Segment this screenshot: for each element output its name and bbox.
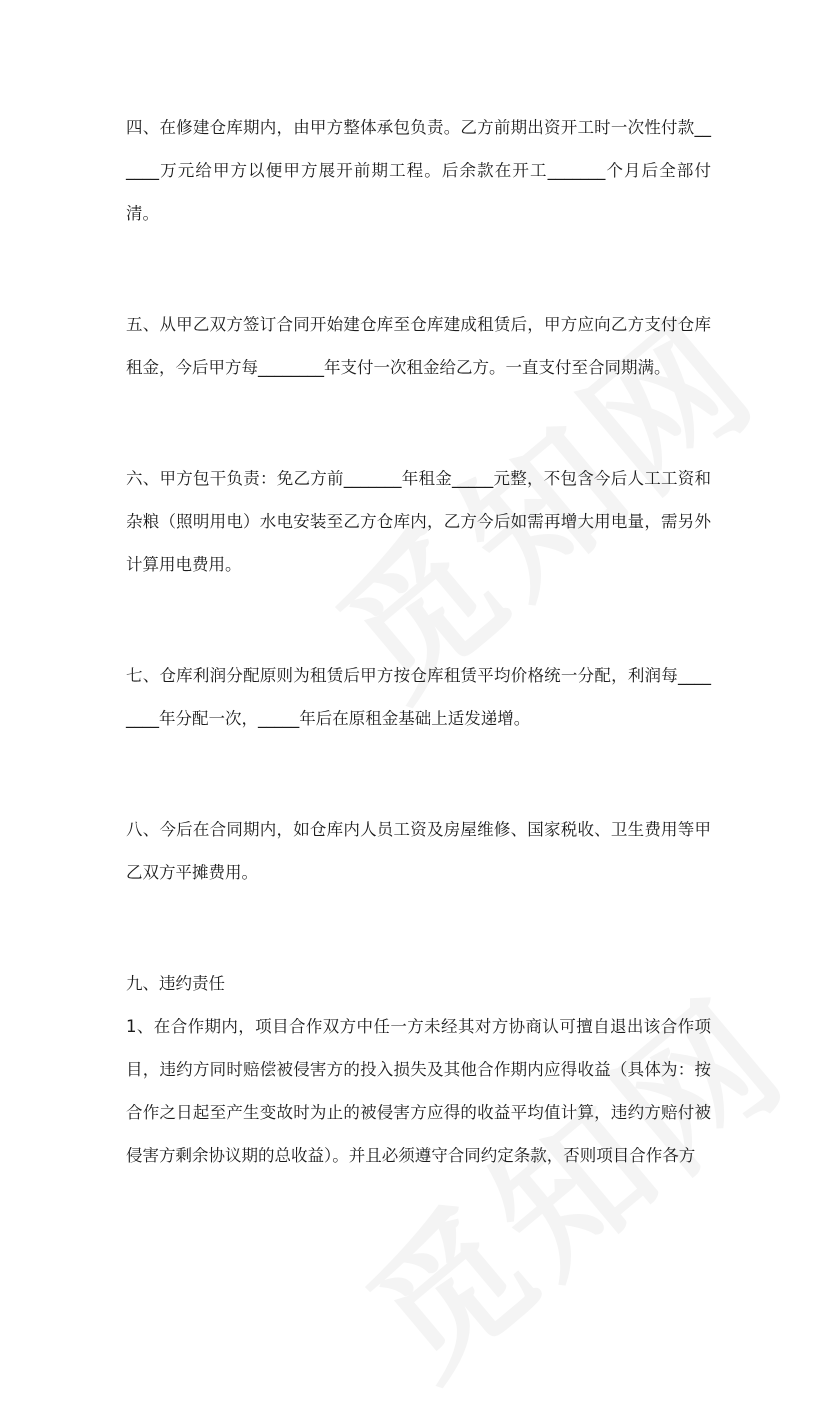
paragraph-spacer	[126, 586, 711, 654]
clause-8: 八、今后在合同期内，如仓库内人员工资及房屋维修、国家税收、卫生费用等甲乙双方平摊费用。	[126, 820, 711, 882]
clause-7: 七、仓库利润分配原则为租赁后甲方按仓库租赁平均价格统一分配，利润每________年分配一次，_____年后在原租金基础上适发递增。	[126, 666, 711, 728]
document-body	[126, 106, 711, 1177]
clause-6: 六、甲方包干负责：免乙方前_______年租金_____元整，不包含今后人工工资和杂粮（照明用电）水电安装至乙方仓库内，乙方今后如需再增大用电量，需另外计算用电费用。	[126, 469, 711, 574]
paragraph-spacer	[126, 389, 711, 457]
clause-9-item-1: 1、在合作期内，项目合作双方中任一方未经其对方协商认可擅自退出该合作项目，违约方同时赔偿被侵害方的投入损失及其他合作期内应得收益（具体为：按合作之日起至产生变故时为止的被侵害方应得的收益平均值计算，违约方赔付被侵害方剩余协议期的总收益）。并且必须遵守合同约定条款，否则项目合作各方	[126, 1017, 711, 1165]
clause-5: 五、从甲乙双方签订合同开始建仓库至仓库建成租赁后，甲方应向乙方支付仓库租金，今后甲方每________年支付一次租金给乙方。一直支付至合同期满。	[126, 315, 711, 377]
paragraph-spacer	[126, 740, 711, 808]
paragraph-spacer	[126, 894, 711, 962]
paragraph-spacer	[126, 235, 711, 303]
clause-9-heading: 九、违约责任	[126, 974, 225, 993]
clause-4: 四、在修建仓库期内，由甲方整体承包负责。乙方前期出资开工时一次性付款______万元给甲方以便甲方展开前期工程。后余款在开工_______个月后全部付清。	[126, 118, 711, 223]
